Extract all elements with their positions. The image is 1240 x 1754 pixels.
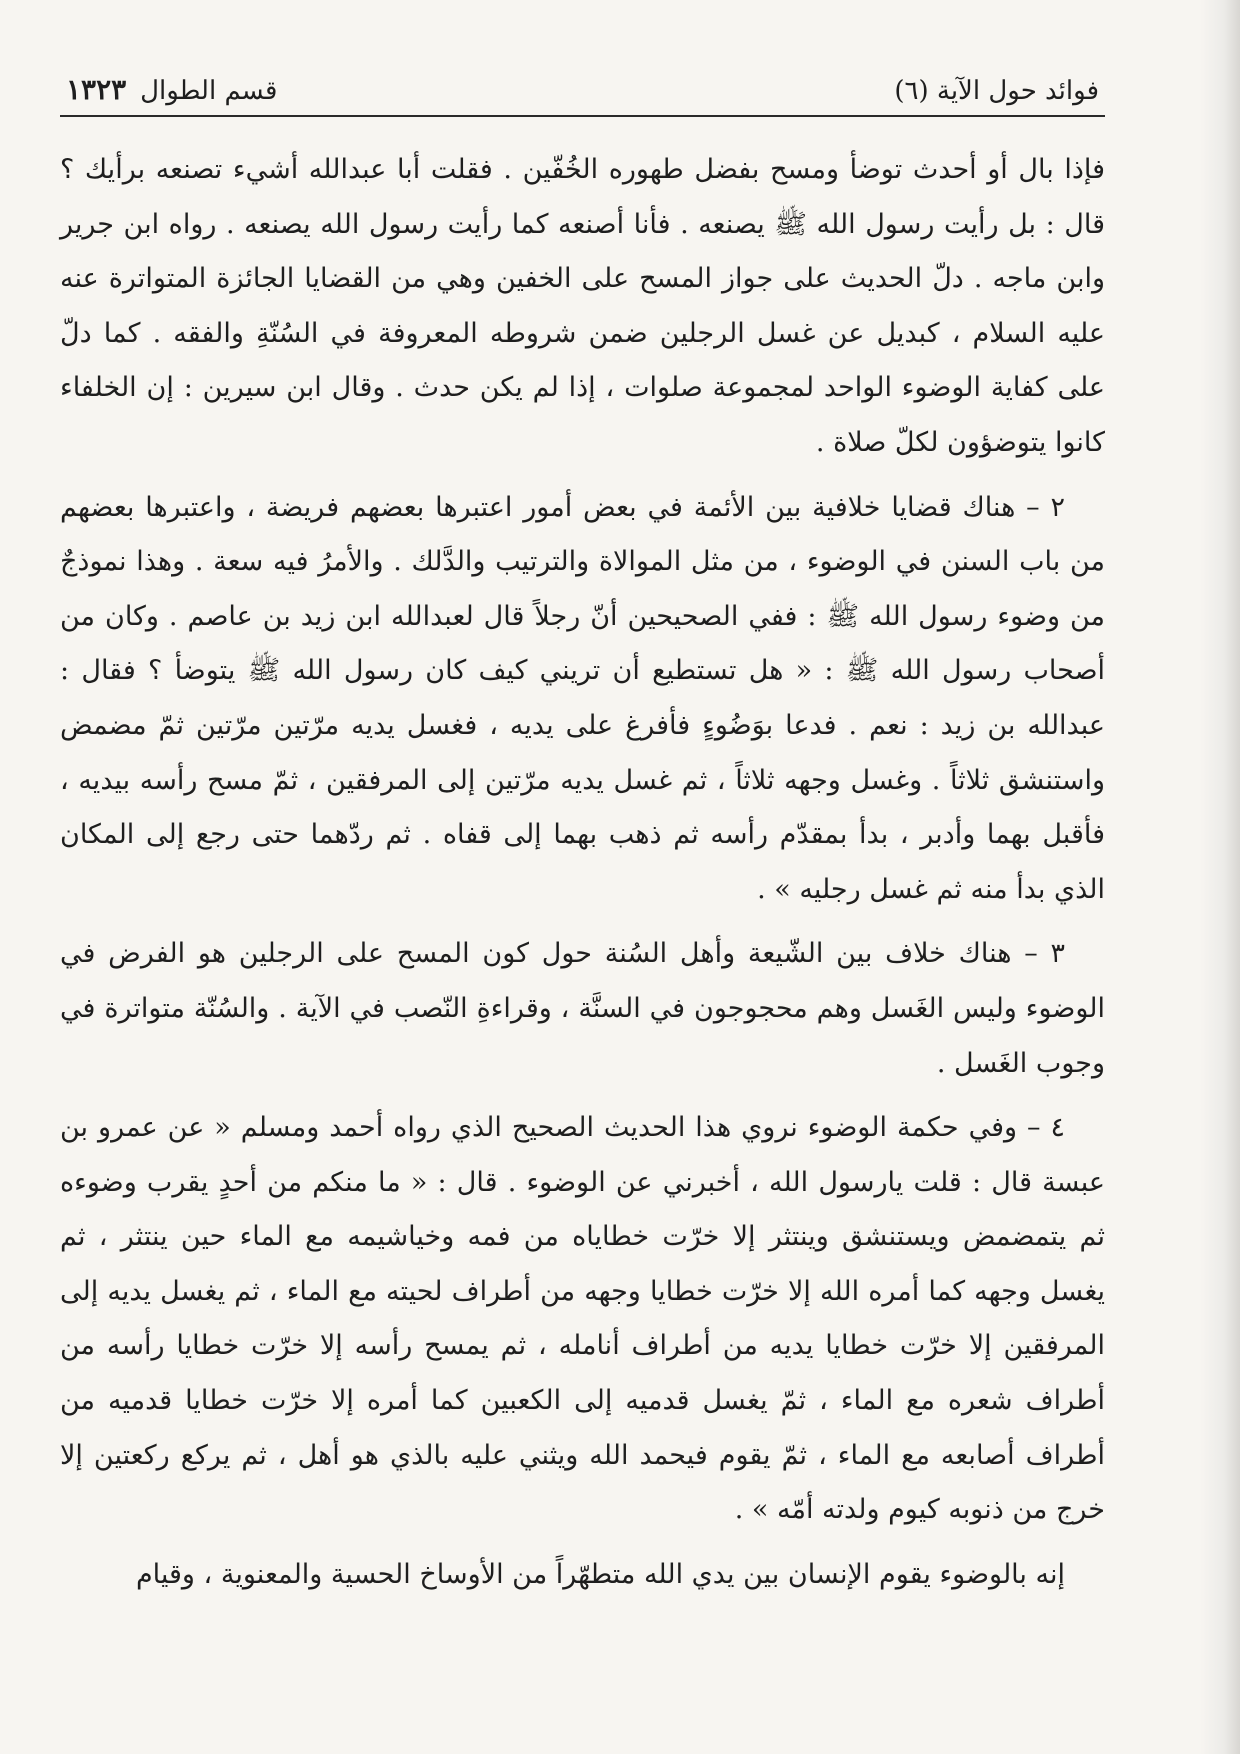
paragraph-point-4: ٤ – وفي حكمة الوضوء نروي هذا الحديث الصحيح الذي رواه أحمد ومسلم « عن عمرو بن عبسة قال : قلت يارسول الله ، أخبرني عن الوضوء . قال : « ما منكم من أحدٍ يقرب وضوءه ثم يتمضمض ويستنشق وينتثر إلا خرّت خطاياه من فمه وخياشيمه مع الماء حين ينتثر ، ثم يغسل وجهه كما أمره الله إلا خرّت خطايا وجهه من أطراف لحيته مع الماء ، ثم يغسل يديه إلى المرفقين إلا خرّت خطايا يديه من أطراف أنامله ، ثم يمسح رأسه إلا خرّت خطايا رأسه من أطراف شعره مع الماء ، ثمّ يغسل قدميه إلى الكعبين كما أمره إلا خرّت خطايا قدميه من أطراف أصابعه مع الماء ، ثمّ يقوم فيحمد الله ويثني عليه بالذي هو أهل ، ثم يركع ركعتين إلا خرج من ذنوبه كيوم ولدته أمّه » . [60, 1112, 1105, 1526]
page-number: ١٣٢٣ [66, 73, 127, 106]
header-title: فوائد حول الآية (٦) [894, 76, 1099, 106]
paragraph-closing: إنه بالوضوء يقوم الإنسان بين يدي الله متطهّراً من الأوساخ الحسية والمعنوية ، وقيام [135, 1558, 1065, 1590]
running-header [60, 70, 1105, 117]
binding-shadow [1200, 0, 1240, 1754]
paragraph-point-2: ٢ – هناك قضايا خلافية بين الأئمة في بعض أمور اعتبرها بعضهم فريضة ، واعتبرها بعضهم من باب السنن في الوضوء ، من مثل الموالاة والترتيب والدَّلك . والأمرُ فيه سعة . وهذا نموذجٌ من وضوء رسول الله ﷺ : ففي الصحيحين أنّ رجلاً قال لعبدالله ابن زيد بن عاصم . وكان من أصحاب رسول الله ﷺ : « هل تستطيع أن تريني كيف كان رسول الله ﷺ يتوضأ ؟ فقال : عبدالله بن زيد : نعم . فدعا بوَضُوءٍ فأفرغ على يديه ، فغسل يديه مرّتين مرّتين ثمّ مضمض واستنشق ثلاثاً . وغسل وجهه ثلاثاً ، ثم غسل يديه مرّتين إلى المرفقين ، ثمّ مسح رأسه بيديه ، فأقبل بهما وأدبر ، بدأ بمقدّم رأسه ثم ذهب بهما إلى قفاه . ثم ردّهما حتى رجع إلى المكان الذي بدأ منه ثم غسل رجليه » . [60, 491, 1105, 905]
paragraph-continuation: فإذا بال أو أحدث توضأ ومسح بفضل طهوره الخُفّين . فقلت أبا عبدالله أشيء تصنعه برأيك ؟ قال : بل رأيت رسول الله ﷺ يصنعه . فأنا أصنعه كما رأيت رسول الله يصنعه . رواه ابن جرير وابن ماجه . دلّ الحديث على جواز المسح على الخفين وهي من القضايا الجائزة المتواترة عنه عليه السلام ، كبديل عن غسل الرجلين ضمن شروطه المعروفة في السُنّةِ والفقه . كما دلّ على كفاية الوضوء الواحد لمجموعة صلوات ، إذا لم يكن حدث . وقال ابن سيرين : إن الخلفاء كانوا يتوضؤون لكلّ صلاة . [60, 154, 1105, 458]
paragraph-point-3: ٣ – هناك خلاف بين الشّيعة وأهل السُنة حول كون المسح على الرجلين هو الفرض في الوضوء وليس الغَسل وهم محجوجون في السنَّة ، وقراءةِ النّصب في الآية . والسُنّة متواترة في وجوب الغَسل . [60, 938, 1105, 1079]
header-section: قسم الطوال [140, 76, 278, 106]
header-section-and-page [66, 70, 277, 111]
body-text [60, 143, 1105, 1602]
book-page [60, 70, 1105, 1602]
